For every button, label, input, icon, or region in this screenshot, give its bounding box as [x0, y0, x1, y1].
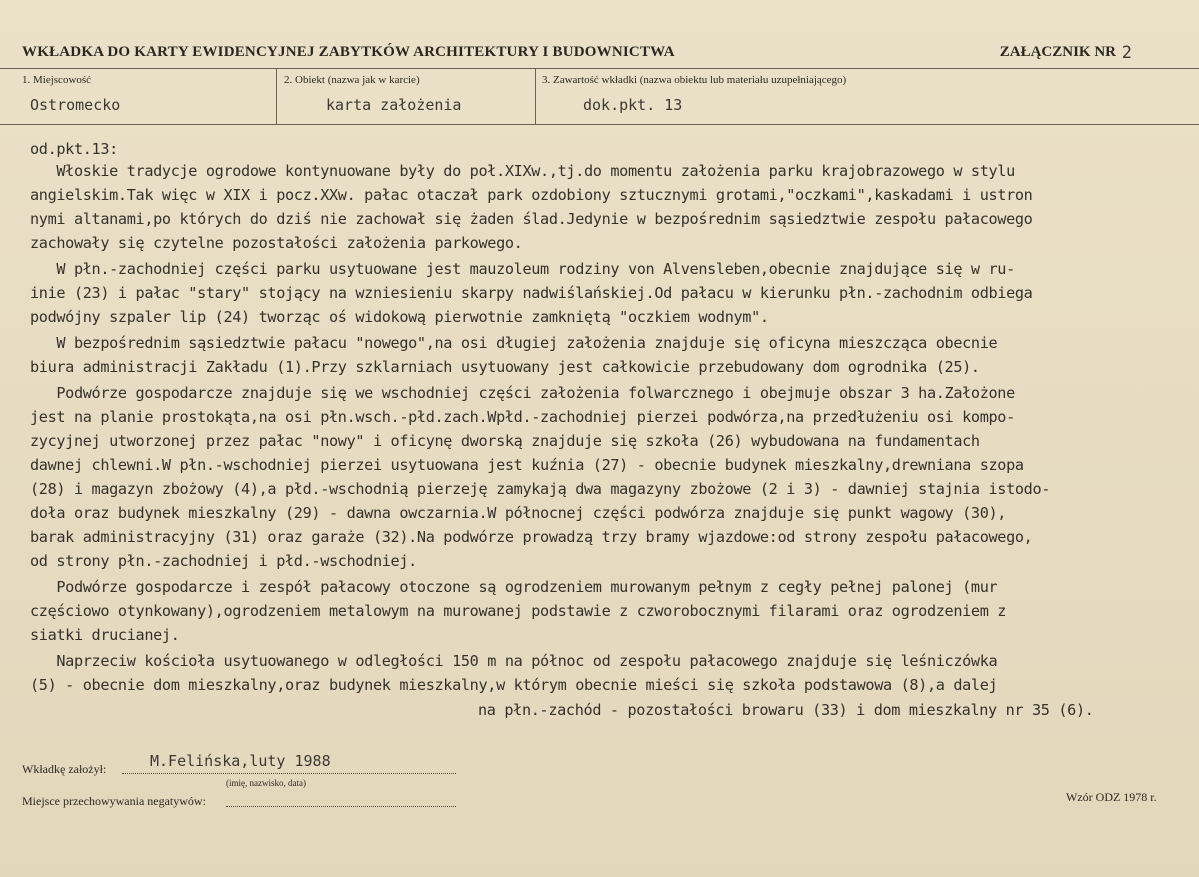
text-line: W bezpośrednim sąsiedztwie pałacu "nowego",na osi długiej założenia znajduje się oficyna mieszcząca obecnie: [30, 334, 998, 352]
text-line: (28) i magazyn zbożowy (4),a płd.-wschodnią pierzeję zamykają dwa magazyny zbożowe (2 i 3) - dawniej stajnia istodo-: [30, 480, 1051, 498]
text-line: Naprzeciw kościoła usytuowanego w odległości 150 m na północ od zespołu pałacowego znajduje się leśniczówka: [30, 652, 998, 670]
text-line: od strony płn.-zachodniej i płd.-wschodniej.: [30, 552, 417, 570]
text-line: jest na planie prostokąta,na osi płn.wsch.-płd.zach.Wpłd.-zachodniej pierzei podwórza,na przedłużeniu osi kompo-: [30, 408, 1015, 426]
text-line: zachowały się czytelne pozostałości założenia parkowego.: [30, 234, 523, 252]
text-line: biura administracji Zakładu (1).Przy szklarniach usytuowany jest całkowicie przebudowany dom ogrodnika (25).: [30, 358, 980, 376]
text-line: na płn.-zachód - pozostałości browaru (33) i dom mieszkalny nr 35 (6).: [478, 701, 1094, 719]
locality-value: Ostromecko: [30, 96, 121, 114]
text-line: Podwórze gospodarcze i zespół pałacowy otoczone są ogrodzeniem murowanym pełnym z cegły pełnej palonej (mur: [30, 578, 998, 596]
text-line: inie (23) i pałac "stary" stojący na wzniesieniu skarpy nadwiślańskiej.Od pałacu w kierunku płn.-zachodnim odbiega: [30, 284, 1033, 302]
annex-label: ZAŁĄCZNIK NR: [999, 44, 1116, 60]
card-header: [22, 44, 1192, 68]
text-line: zycyjnej utworzonej przez pałac "nowy" i oficynę dworską znajduje się szkoła (26) wybudowana na fundamentach: [30, 432, 980, 450]
text-line: nymi altanami,po których do dziś nie zachował się żaden ślad.Jedynie w bezpośrednim sąsiedztwie zespołu pałacowego: [30, 210, 1033, 228]
text-line: podwójny szpaler lip (24) tworząc oś widokową pierwotnie zamkniętą "oczkiem wodnym".: [30, 308, 769, 326]
text-line: doła oraz budynek mieszkalny (29) - dawna owczarnia.W północnej części podwórza znajduje się punkt wagowy (30),: [30, 504, 1007, 522]
compiled-by-hint: (imię, nazwisko, data): [226, 778, 306, 788]
text-line: od.pkt.13:: [30, 140, 118, 158]
card-title: WKŁADKA DO KARTY EWIDENCYJNEJ ZABYTKÓW ARCHITEKTURY I BUDOWNICTWA: [22, 44, 675, 60]
object-value: karta założenia: [326, 96, 462, 114]
text-line: siatki drucianej.: [30, 626, 180, 644]
negatives-line: [226, 806, 456, 807]
text-line: W płn.-zachodniej części parku usytuowane jest mauzoleum rodziny von Alvensleben,obecnie znajdujące się w ru-: [30, 260, 1015, 278]
text-line: angielskim.Tak więc w XIX i pocz.XXw. pałac otaczał park ozdobiony sztucznymi grotami,"oczkami",kaskadami i ustron: [30, 186, 1033, 204]
fields-divider: [0, 124, 1199, 125]
header-divider: [0, 68, 1199, 69]
field-separator-2: [535, 68, 536, 124]
text-line: (5) - obecnie dom mieszkalny,oraz budynek mieszkalny,w którym obecnie mieści się szkoła podstawowa (8),a dalej: [30, 676, 998, 694]
annex-number: 2: [1121, 43, 1132, 63]
text-line: Włoskie tradycje ogrodowe kontynuowane były do poł.XIXw.,tj.do momentu założenia parku krajobrazowego w stylu: [30, 162, 1015, 180]
compiled-by-label: Wkładkę założył:: [22, 762, 107, 776]
field-separator-1: [276, 68, 277, 124]
content-label: 3. Zawartość wkładki (nazwa obiektu lub materiału uzupełniającego): [542, 74, 847, 86]
template-label: Wzór ODZ 1978 r.: [1066, 790, 1157, 804]
locality-label: 1. Miejscowość: [22, 74, 92, 86]
content-value: dok.pkt. 13: [583, 96, 683, 114]
text-line: barak administracyjny (31) oraz garaże (32).Na podwórze prowadzą trzy bramy wjazdowe:od strony zespołu pałacowego,: [30, 528, 1033, 546]
negatives-label: Miejsce przechowywania negatywów:: [22, 794, 206, 808]
text-line: dawnej chlewni.W płn.-wschodniej pierzei usytuowana jest kuźnia (27) - obecnie budynek mieszkalny,drewniana szopa: [30, 456, 1024, 474]
text-line: częściowo otynkowany),ogrodzeniem metalowym na murowanej podstawie z czworobocznymi filarami oraz ogrodzeniem z: [30, 602, 1007, 620]
compiled-by-value: M.Felińska,luty 1988: [150, 752, 331, 770]
compiled-by-line: [122, 773, 456, 774]
object-label: 2. Obiekt (nazwa jak w karcie): [284, 74, 420, 86]
text-line: Podwórze gospodarcze znajduje się we wschodniej części założenia folwarcznego i obejmuje obszar 3 ha.Założone: [30, 384, 1015, 402]
